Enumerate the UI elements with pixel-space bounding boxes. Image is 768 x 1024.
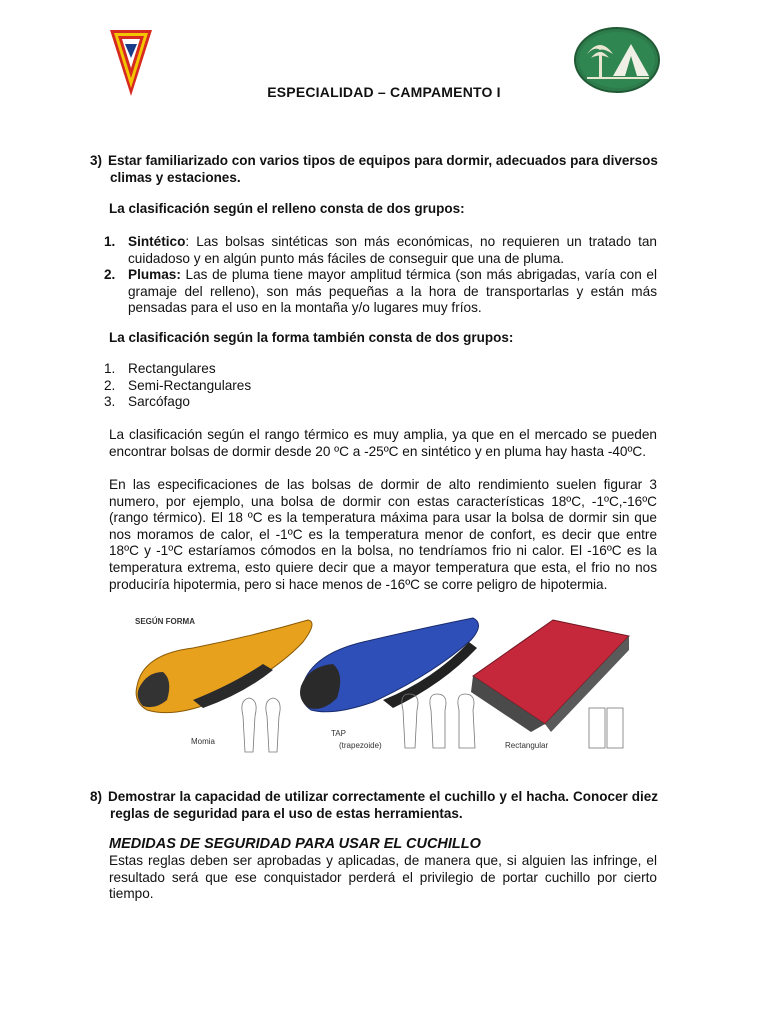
list-item-text: Las de pluma tiene mayor amplitud térmica (son más abrigadas, varía con el gramaje del relleno), son más pequeñas a la hora de transportarlas y están más pensadas para el uso en la montaña y/o lugares muy fríos. bbox=[128, 267, 657, 316]
section-3-number: 3) bbox=[90, 153, 103, 168]
list-item-text: Sarcófago bbox=[128, 394, 190, 410]
list-item-text: Rectangulares bbox=[128, 361, 216, 376]
specs-paragraph: En las especificaciones de las bolsas de dormir de alto rendimiento suelen figurar 3 numero, por ejemplo, una bolsa de dormir con estas características 18ºC, -1ºC,-16ºC (rango térmico). El 18 ºC es la temperatura máxima para usar la bolsa de dormir sin que nos moramos de calor, el -1ºC es la temperatura menor de confort, es decir que entre 18ºC y -1ºC estaríamos cómodos en la bolsa, no tendríamos frio ni calor. El -16ºC es la temperatura extrema, esto quiere decir que a mayor temperatura que esta, el frio no nos produciría hipotermia, pero si hace menos de -16ºC se corre peligro de hipotermia. bbox=[109, 477, 657, 592]
section-8-number: 8) bbox=[90, 789, 103, 804]
fill-classification-heading: La clasificación según el relleno consta de dos grupos: bbox=[109, 201, 465, 216]
fill-type-list bbox=[104, 234, 657, 317]
list-item-term: Plumas: bbox=[128, 267, 181, 283]
sleeping-bags-figure bbox=[133, 614, 633, 760]
list-item bbox=[104, 234, 657, 267]
list-item bbox=[104, 377, 657, 395]
shape-classification-heading: La clasificación según la forma también consta de dos grupos: bbox=[109, 330, 514, 345]
list-item-number: 1. bbox=[104, 361, 116, 376]
list-item-term: Sintético bbox=[128, 234, 186, 249]
thermal-range-paragraph: La clasificación según el rango térmico es muy amplia, ya que en el mercado se pueden encontrar bolsas de dormir desde 20 ºC a -25ºC en sintético y en pluma hay hasta -40ºC. bbox=[109, 427, 657, 459]
section-3-heading-text: Estar familiarizado con varios tipos de equipos para dormir, adecuados para diversos climas y estaciones. bbox=[108, 153, 658, 185]
page-title: ESPECIALIDAD – CAMPAMENTO I bbox=[267, 84, 501, 100]
section-8-heading-text: Demostrar la capacidad de utilizar correctamente el cuchillo y el hacha. Conocer diez reglas de seguridad para el uso de estas herramientas. bbox=[108, 789, 658, 821]
list-item-text: Semi-Rectangulares bbox=[128, 377, 252, 393]
section-8-heading bbox=[90, 788, 658, 822]
list-item bbox=[104, 267, 657, 317]
section-3-heading bbox=[90, 152, 670, 186]
label-trapezoid: (trapezoide) bbox=[339, 741, 382, 750]
label-rectangular: Rectangular bbox=[505, 741, 549, 750]
label-tap: TAP bbox=[331, 729, 346, 738]
list-item bbox=[104, 394, 657, 411]
label-mummy: Momia bbox=[191, 737, 216, 746]
list-item bbox=[104, 361, 657, 378]
list-item-text: : Las bolsas sintéticas son más económicas, no requieren un tratado tan cuidadoso y en algún punto más fáciles de conseguir que una de pluma. bbox=[128, 234, 657, 266]
list-item-number: 3. bbox=[104, 394, 116, 410]
list-item-number: 1. bbox=[104, 234, 116, 249]
knife-safety-paragraph: Estas reglas deben ser aprobadas y aplicadas, de manera que, si alguien las infringe, el resultado será que ese conquistador perderá el privilegio de portar cuchillo por cierto tiempo. bbox=[109, 853, 657, 902]
shape-type-list bbox=[104, 361, 657, 411]
knife-safety-title: MEDIDAS DE SEGURIDAD PARA USAR EL CUCHILLO bbox=[109, 836, 481, 852]
figure-caption-top: SEGÚN FORMA bbox=[135, 617, 195, 626]
list-item-number: 2. bbox=[104, 267, 116, 283]
list-item-number: 2. bbox=[104, 377, 116, 393]
